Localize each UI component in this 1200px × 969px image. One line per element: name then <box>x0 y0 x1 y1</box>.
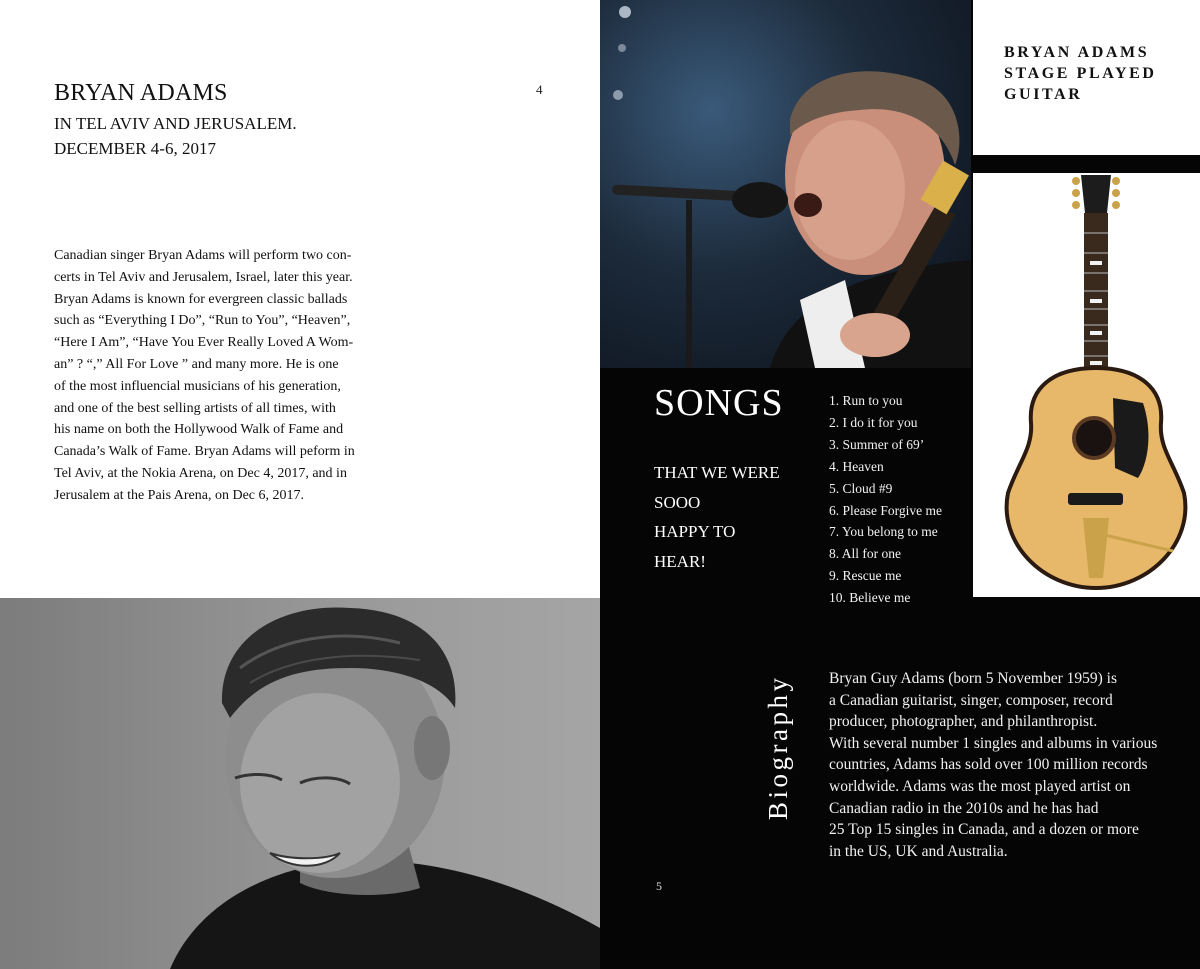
song-list <box>829 390 942 609</box>
bio-line: producer, photographer, and philanthropist. <box>829 713 1098 731</box>
song-item: 3. Summer of 69’ <box>829 436 925 452</box>
intro-line: Canadian singer Bryan Adams will perform two con- <box>54 248 352 263</box>
song-item: 8. All for one <box>829 546 901 562</box>
intro-line: Canada’s Walk of Fame. Bryan Adams will peform in <box>54 444 355 460</box>
intro-line: certs in Tel Aviv and Jerusalem, Israel, later this year. <box>54 269 353 285</box>
concert-photo <box>600 0 971 368</box>
intro-line: “Here I Am”, “Have You Ever Really Loved A Wom- <box>54 335 354 351</box>
intro-line: Bryan Adams is known for evergreen classic ballads <box>54 291 348 307</box>
guitar-title-line: BRYAN ADAMS <box>1004 44 1150 61</box>
page-title: BRYAN ADAMS <box>54 80 228 106</box>
tagline-line: HAPPY TO <box>654 522 736 541</box>
intro-line: of the most influencial musicians of his generation, <box>54 378 341 394</box>
song-item: 4. Heaven <box>829 458 884 474</box>
song-item: 6. Please Forgive me <box>829 502 942 518</box>
event-subtitle: IN TEL AVIV AND JERUSALEM. <box>54 114 297 133</box>
song-item: 9. Rescue me <box>829 568 902 584</box>
event-dates: DECEMBER 4-6, 2017 <box>54 139 216 158</box>
bio-line: countries, Adams has sold over 100 million records <box>829 756 1148 774</box>
bio-line: Bryan Guy Adams (born 5 November 1959) is <box>829 670 1117 687</box>
portrait-illustration <box>0 598 600 969</box>
page-number-left: 4 <box>536 82 543 97</box>
biography-heading: Biography <box>763 674 793 820</box>
biography-text <box>829 668 1194 862</box>
guitar-photo <box>973 173 1200 597</box>
bio-line: worldwide. Adams was the most played artist on <box>829 777 1131 795</box>
guitar-title-line: GUITAR <box>1004 86 1083 103</box>
intro-line: his name on both the Hollywood Walk of Fame and <box>54 422 344 438</box>
song-item: 1. Run to you <box>829 393 903 408</box>
song-item: 7. You belong to me <box>829 524 938 540</box>
bio-line: Canadian radio in the 2010s and he has had <box>829 799 1099 817</box>
portrait-photo <box>0 598 600 969</box>
guitar-title <box>1004 42 1184 105</box>
concert-illustration <box>600 0 971 368</box>
page-number-right: 5 <box>656 879 662 893</box>
song-item: 5. Cloud #9 <box>829 480 893 496</box>
guitar-title-line: STAGE PLAYED <box>1004 65 1157 82</box>
songs-tagline <box>654 458 814 576</box>
guitar-illustration <box>973 173 1200 597</box>
song-item: 2. I do it for you <box>829 414 918 430</box>
song-item: 10. Believe me <box>829 590 911 606</box>
songs-heading: SONGS <box>654 382 784 424</box>
intro-line: and one of the best selling artists of all times, with <box>54 400 336 416</box>
bio-line: a Canadian guitarist, singer, composer, record <box>829 691 1113 709</box>
intro-paragraph <box>54 245 374 507</box>
bio-line: With several number 1 singles and albums in various <box>829 734 1158 752</box>
tagline-line: SOOO <box>654 492 701 512</box>
bio-line: in the US, UK and Australia. <box>829 842 1008 860</box>
tagline-line: THAT WE WERE <box>654 463 780 482</box>
tagline-line: HEAR! <box>654 551 706 571</box>
intro-line: such as “Everything I Do”, “Run to You”, “Heaven”, <box>54 313 351 329</box>
intro-line: Tel Aviv, at the Nokia Arena, on Dec 4, 2017, and in <box>54 465 347 481</box>
bio-line: 25 Top 15 singles in Canada, and a dozen or more <box>829 821 1139 839</box>
intro-line: an” ? “,” All For Love ” and many more. He is one <box>54 356 339 372</box>
intro-line: Jerusalem at the Pais Arena, on Dec 6, 2017. <box>54 487 304 503</box>
